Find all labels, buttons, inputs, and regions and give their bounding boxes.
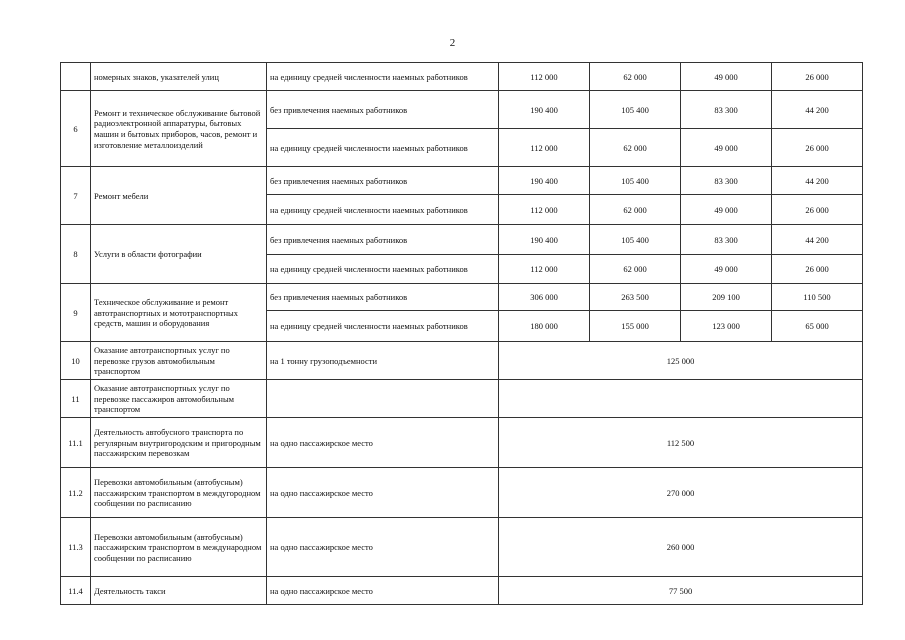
table-row — [61, 167, 863, 195]
condition-cell: без привлечения наемных работников — [267, 284, 499, 311]
value-cell: 83 300 — [681, 225, 772, 255]
table-row — [61, 225, 863, 255]
table-row — [61, 518, 863, 577]
value-cell-merged — [499, 380, 863, 418]
row-number — [61, 63, 91, 91]
value-cell: 26 000 — [772, 63, 863, 91]
table-row — [61, 342, 863, 380]
value-cell: 44 200 — [772, 91, 863, 129]
row-number: 8 — [61, 225, 91, 284]
activity-name: номерных знаков, указателей улиц — [91, 63, 267, 91]
value-cell: 44 200 — [772, 225, 863, 255]
value-cell: 190 400 — [499, 167, 590, 195]
page-number: 2 — [449, 37, 456, 49]
value-cell: 306 000 — [499, 284, 590, 311]
condition-cell — [267, 380, 499, 418]
table-row — [61, 63, 863, 91]
row-number: 6 — [61, 91, 91, 167]
value-cell: 112 000 — [499, 255, 590, 284]
condition-cell: без привлечения наемных работников — [267, 225, 499, 255]
condition-cell: на одно пассажирское место — [267, 418, 499, 468]
condition-cell: на единицу средней численности наемных работников — [267, 195, 499, 225]
value-cell: 62 000 — [590, 255, 681, 284]
value-cell-merged: 77 500 — [499, 577, 863, 605]
condition-cell: на единицу средней численности наемных работников — [267, 255, 499, 284]
value-cell: 65 000 — [772, 311, 863, 342]
value-cell: 112 000 — [499, 195, 590, 225]
condition-cell: на единицу средней численности наемных работников — [267, 311, 499, 342]
row-number: 9 — [61, 284, 91, 342]
value-cell: 62 000 — [590, 195, 681, 225]
table-row — [61, 468, 863, 518]
value-cell: 209 100 — [681, 284, 772, 311]
value-cell: 26 000 — [772, 255, 863, 284]
activity-name: Деятельность такси — [91, 577, 267, 605]
row-number: 11.1 — [61, 418, 91, 468]
condition-cell: на одно пассажирское место — [267, 577, 499, 605]
value-cell: 49 000 — [681, 195, 772, 225]
activity-name: Перевозки автомобильным (автобусным) пассажирским транспортом в международном сообщении по расписанию — [91, 518, 267, 577]
condition-cell: на одно пассажирское место — [267, 518, 499, 577]
value-cell: 44 200 — [772, 167, 863, 195]
row-number: 10 — [61, 342, 91, 380]
value-cell: 112 000 — [499, 129, 590, 167]
value-cell: 105 400 — [590, 91, 681, 129]
row-number: 11 — [61, 380, 91, 418]
table-row — [61, 418, 863, 468]
value-cell: 105 400 — [590, 167, 681, 195]
row-number: 11.3 — [61, 518, 91, 577]
activity-name: Перевозки автомобильным (автобусным) пассажирским транспортом в междугородном сообщении по расписанию — [91, 468, 267, 518]
value-cell: 62 000 — [590, 63, 681, 91]
condition-cell: на единицу средней численности наемных работников — [267, 63, 499, 91]
activity-name: Ремонт и техническое обслуживание бытовой радиоэлектронной аппаратуры, бытовых машин и бытовых приборов, часов, ремонт и изготовление металлоизделий — [91, 91, 267, 167]
activity-name: Ремонт мебели — [91, 167, 267, 225]
value-cell-merged: 125 000 — [499, 342, 863, 380]
activity-name: Техническое обслуживание и ремонт автотранспортных и мототранспортных средств, машин и оборудования — [91, 284, 267, 342]
condition-cell: на единицу средней численности наемных работников — [267, 129, 499, 167]
row-number: 7 — [61, 167, 91, 225]
value-cell: 49 000 — [681, 129, 772, 167]
value-cell: 263 500 — [590, 284, 681, 311]
value-cell: 105 400 — [590, 225, 681, 255]
value-cell: 123 000 — [681, 311, 772, 342]
value-cell: 26 000 — [772, 195, 863, 225]
rates-table — [60, 62, 863, 605]
condition-cell: без привлечения наемных работников — [267, 91, 499, 129]
value-cell: 83 300 — [681, 167, 772, 195]
value-cell: 112 000 — [499, 63, 590, 91]
condition-cell: на 1 тонну грузоподъемности — [267, 342, 499, 380]
table-row — [61, 284, 863, 311]
value-cell: 26 000 — [772, 129, 863, 167]
value-cell: 155 000 — [590, 311, 681, 342]
row-number: 11.2 — [61, 468, 91, 518]
value-cell: 110 500 — [772, 284, 863, 311]
value-cell: 49 000 — [681, 63, 772, 91]
condition-cell: на одно пассажирское место — [267, 468, 499, 518]
value-cell: 62 000 — [590, 129, 681, 167]
table-row — [61, 577, 863, 605]
value-cell: 180 000 — [499, 311, 590, 342]
condition-cell: без привлечения наемных работников — [267, 167, 499, 195]
table-row — [61, 91, 863, 129]
table-row — [61, 380, 863, 418]
value-cell-merged: 270 000 — [499, 468, 863, 518]
activity-name: Оказание автотранспортных услуг по перевозке грузов автомобильным транспортом — [91, 342, 267, 380]
value-cell-merged: 260 000 — [499, 518, 863, 577]
value-cell: 190 400 — [499, 225, 590, 255]
value-cell: 49 000 — [681, 255, 772, 284]
value-cell: 190 400 — [499, 91, 590, 129]
value-cell-merged: 112 500 — [499, 418, 863, 468]
row-number: 11.4 — [61, 577, 91, 605]
activity-name: Оказание автотранспортных услуг по перевозке пассажиров автомобильным транспортом — [91, 380, 267, 418]
activity-name: Деятельность автобусного транспорта по регулярным внутригородским и пригородным пассажирским перевозкам — [91, 418, 267, 468]
value-cell: 83 300 — [681, 91, 772, 129]
activity-name: Услуги в области фотографии — [91, 225, 267, 284]
